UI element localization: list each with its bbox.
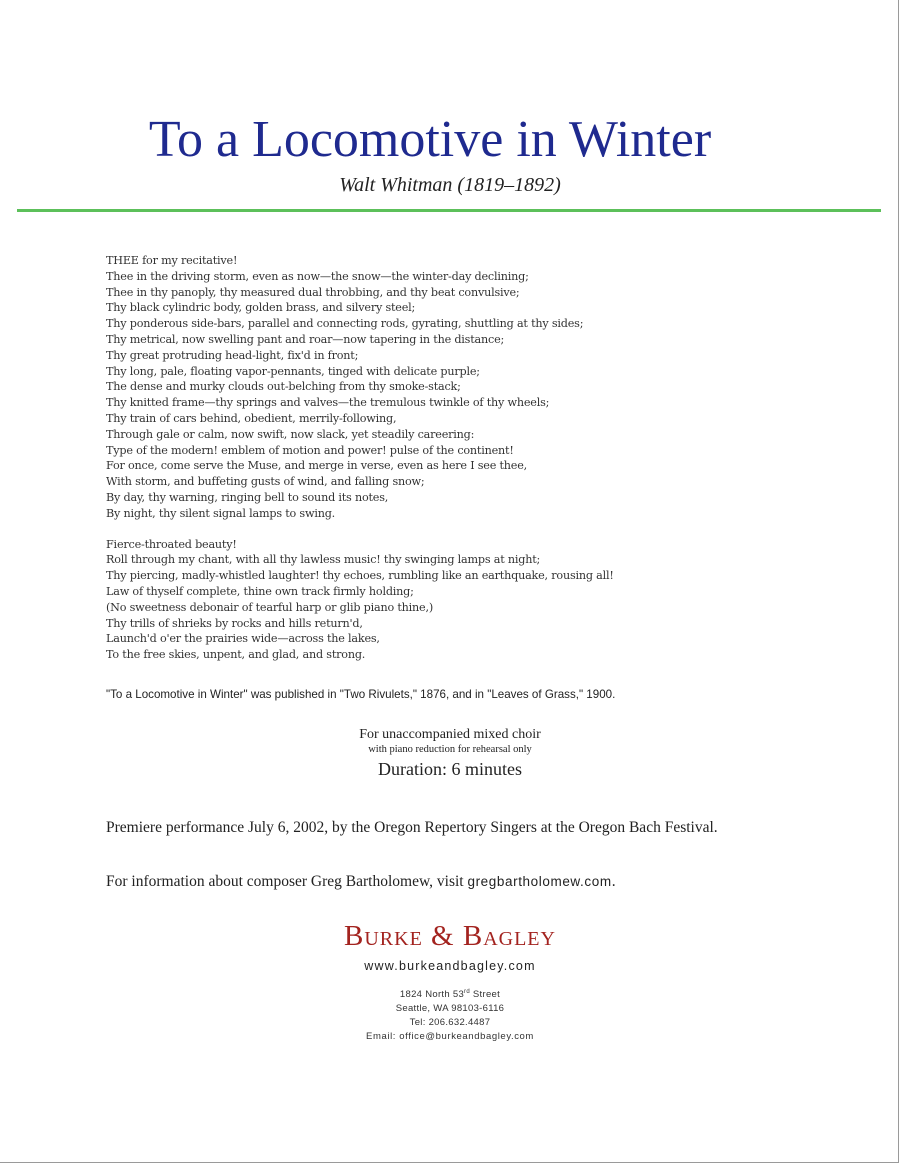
divider-rule [17, 209, 881, 212]
poem-line: By day, thy warning, ringing bell to sound its notes, [106, 490, 389, 504]
poem-line: Thy black cylindric body, golden brass, and silvery steel; [106, 301, 416, 315]
poem-line: THEE for my recitative! [106, 254, 238, 267]
poem-line: Thy piercing, madly-whistled laughter! thy echoes, rumbling like an earthquake, rousing all! [106, 569, 614, 583]
poem-line: Thy knitted frame—thy springs and valves—the tremulous twinkle of thy wheels; [106, 396, 550, 410]
poem-line: By night, thy silent signal lamps to swing. [106, 506, 336, 520]
poem-line: Thy metrical, now swelling pant and roar—now tapering in the distance; [106, 332, 505, 346]
poem-line: Thee in thy panoply, thy measured dual throbbing, and thy beat convulsive; [106, 285, 520, 299]
instrumentation-line: For unaccompanied mixed choir [359, 727, 541, 742]
publisher-website-link[interactable]: www.burkeandbagley.com [364, 959, 536, 973]
email-label: Email: [366, 1031, 400, 1042]
publisher-phone: Tel: 206.632.4487 [409, 1017, 491, 1028]
composer-info-text: For information about composer Greg Bartholomew, visit [106, 873, 468, 890]
publisher-name: Burke & Bagley [344, 920, 556, 952]
author-byline: Walt Whitman (1819–1892) [339, 174, 561, 196]
poem-stanza-2 [106, 537, 806, 663]
publication-note: "To a Locomotive in Winter" was published in "Two Rivulets," 1876, and in "Leaves of Grass," 1900. [106, 688, 616, 701]
composer-info-suffix: . [611, 873, 616, 890]
street-ordinal: rd [464, 989, 470, 995]
composer-website-link[interactable]: gregbartholomew.com [467, 874, 612, 889]
poem-line: Thee in the driving storm, even as now—the snow—the winter-day declining; [106, 269, 529, 283]
publisher-city: Seattle, WA 98103-6116 [395, 1003, 505, 1014]
rehearsal-note: with piano reduction for rehearsal only [368, 744, 532, 755]
poem-stanza-1 [106, 253, 806, 522]
poem-text [106, 253, 806, 663]
poem-line: Thy ponderous side-bars, parallel and connecting rods, gyrating, shuttling at thy sides; [106, 317, 584, 331]
poem-line: To the free skies, unpent, and glad, and strong. [106, 648, 366, 662]
poem-line: Launch'd o'er the prairies wide—across the lakes, [106, 632, 380, 646]
poem-line: Through gale or calm, now swift, now slack, yet steadily careering: [106, 427, 475, 441]
poem-line: Thy trills of shrieks by rocks and hills return'd, [106, 616, 363, 630]
publisher-email-link[interactable]: office@burkeandbagley.com [399, 1031, 534, 1042]
premiere-note: Premiere performance July 6, 2002, by the Oregon Repertory Singers at the Oregon Bach Festival. [106, 819, 718, 836]
publisher-street [0, 989, 900, 1000]
street-name: Street [469, 989, 501, 1000]
poem-line: Roll through my chant, with all thy lawless music! thy swinging lamps at night; [106, 553, 541, 567]
poem-line: Type of the modern! emblem of motion and power! pulse of the continent! [106, 443, 514, 457]
poem-line: Law of thyself complete, thine own track firmly holding; [106, 584, 414, 598]
page-title: To a Locomotive in Winter [148, 111, 712, 168]
publisher-email [0, 1031, 900, 1042]
poem-line: For once, come serve the Muse, and merge in verse, even as here I see thee, [106, 459, 528, 473]
duration: Duration: 6 minutes [378, 759, 522, 779]
poem-line: The dense and murky clouds out-belching from thy smoke-stack; [106, 380, 461, 394]
street-number: 1824 North 53 [399, 989, 465, 1000]
composer-info [106, 873, 806, 891]
poem-line: (No sweetness debonair of tearful harp or glib piano thine,) [106, 600, 433, 614]
poem-line: With storm, and buffeting gusts of wind, and falling snow; [106, 475, 425, 489]
poem-line: Thy long, pale, floating vapor-pennants, tinged with delicate purple; [106, 364, 480, 378]
poem-line: Fierce-throated beauty! [106, 537, 237, 551]
poem-line: Thy great protruding head-light, fix'd in front; [106, 348, 359, 362]
poem-line: Thy train of cars behind, obedient, merrily-following, [106, 411, 397, 425]
